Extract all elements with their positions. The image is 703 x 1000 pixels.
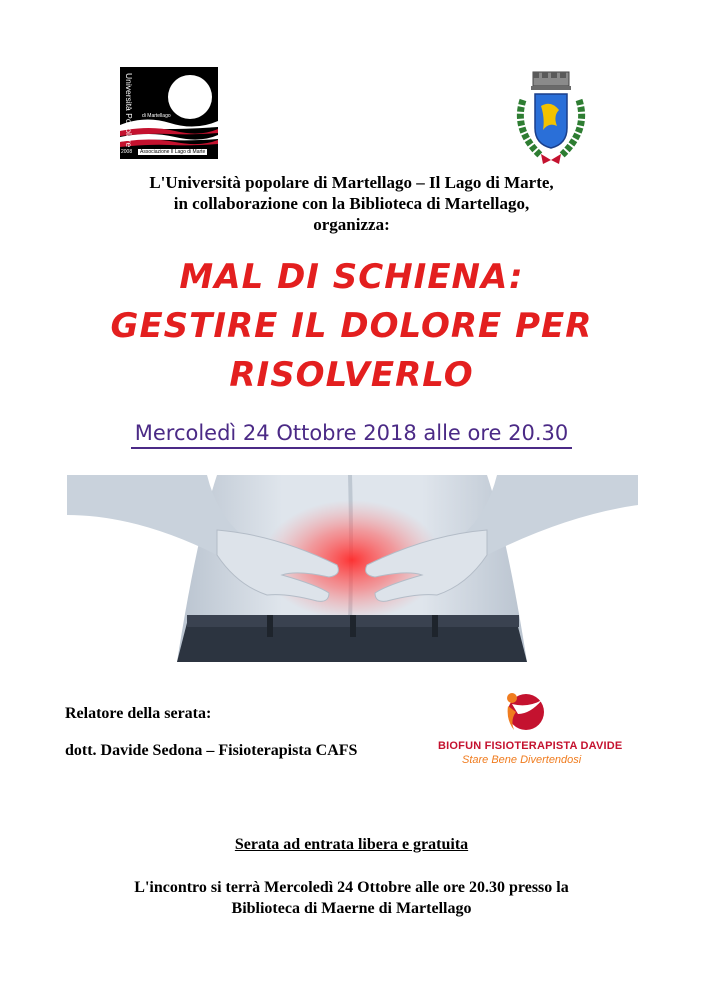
headline-line: MAL DI SCHIENA: [179,257,524,297]
university-logo-association: Associazione Il Lago di Marte [140,149,206,155]
intro-line: L'Università popolare di Martellago – Il Lago di Marte, [149,173,554,192]
event-date [0,421,703,445]
intro-line: in collaborazione con la Biblioteca di Martellago, [173,194,530,213]
speaker-name: dott. Davide Sedona – Fisioterapista CAFS [65,742,358,759]
free-entry-notice: Serata ad entrata libera e gratuita [234,836,469,853]
headline-line: GESTIRE IL DOLORE PER [110,306,593,346]
university-logo-year: 2008 [121,149,133,155]
biofun-logo [432,690,642,770]
biofun-logo-name: BIOFUN FISIOTERAPISTA DAVIDE [438,740,623,752]
intro-line: organizza: [313,215,390,234]
university-logo-subtitle: di Martellago [142,113,171,119]
university-logo-name: Università Popolare [124,73,134,148]
event-date-text: Mercoledì 24 Ottobre 2018 alle ore 20.30 [131,421,573,449]
university-logo [120,67,218,159]
headline-line: RISOLVERLO [229,355,474,395]
biofun-logo-tagline: Stare Bene Divertendosi [462,754,582,766]
biofun-figure-icon [498,690,550,738]
back-pain-photo [67,475,638,662]
location-line: Biblioteca di Maerne di Martellago [231,900,472,917]
speaker-heading: Relatore della serata: [65,705,212,722]
crest-icon [511,70,591,168]
location-line: L'incontro si terrà Mercoledì 24 Ottobre alle ore 20.30 presso la [134,879,569,896]
